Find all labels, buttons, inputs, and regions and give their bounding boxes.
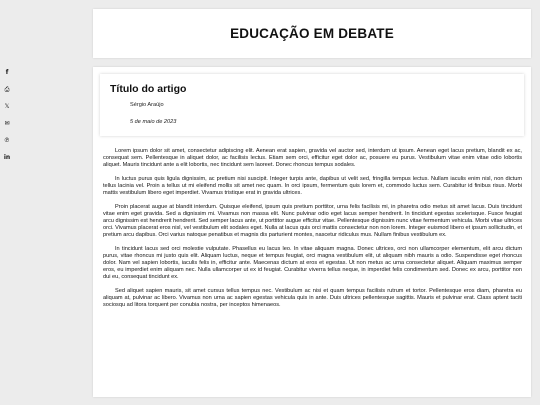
article-body (103, 148, 522, 316)
share-bar (2, 68, 12, 170)
article-author: Sérgio Araújo (130, 102, 164, 108)
article-header-card (100, 74, 524, 136)
x-twitter-icon[interactable]: 𝕏 (4, 103, 10, 110)
paragraph: Sed aliquet sapien mauris, sit amet cursus tellus tempus nec. Vestibulum ac nisi et quam tempus facilisis rutrum et tortor. Pellentesque eros diam, pharetra eu aliquam at, pulvinar ac libero. Vivamus non urna ac sapien egestas vehicula quis in ante. Duis ultrices pellentesque sagittis. Mauris et pulvinar erat. Class aptent taciti sociosqu ad litora torquent per conubia nostra, per inceptos himenaeos. (103, 288, 522, 308)
email-icon[interactable]: ✉ (4, 120, 10, 127)
article-title: Título do artigo (110, 83, 187, 95)
paragraph: Proin placerat augue at blandit interdum. Quisque eleifend, ipsum quis pretium porttitor, urna felis facilisis mi, in pharetra odio metus sit amet lacus. Duis tincidunt vitae enim eget gravida. Sed a dignissim mi. Vivamus non massa elit. Nunc pulvinar odio eget lacus semper hendrerit. In tincidunt egestas scelerisque. Fusce feugiat arcu dignissim est hendrerit hendrerit. Sed semper lacus ante, ut porttitor augue efficitur vitae. Pellentesque dignissim nunc vitae fermentum vehicula. Morbi vitae ultrices orci. Vivamus placerat eros nisl, vel vestibulum elit sodales eget. Nulla at lacus quis orci mattis consectetur non non lorem. Integer euismod libero et ipsum sollicitudin, et pretium arcu dapibus. Orci varius natoque penatibus et magnis dis parturient montes, nascetur ridiculus mus. Nullam finibus vestibulum ex. (103, 204, 522, 238)
paragraph: Lorem ipsum dolor sit amet, consectetur adipiscing elit. Aenean erat sapien, gravida vel auctor sed, interdum ut ipsum. Aenean eget lacus pretium, blandit ex ac, consequat sem. Pellentesque in aliquet dolor, ac facilisis lectus. Etiam sem orci, efficitur eget dolor ac, posuere eu purus. Vestibulum vitae enim vitae odio lobortis aliquet. Mauris tincidunt ante a elit lobortis, nec tincidunt sem laoreet. Donec rhoncus tempus sodales. (103, 148, 522, 168)
article-date: 5 de maio de 2023 (130, 119, 177, 125)
print-icon[interactable]: ⎙ (4, 86, 10, 93)
site-header (93, 9, 531, 58)
article (93, 67, 531, 397)
linkedin-icon[interactable]: in (3, 154, 11, 161)
site-title[interactable]: EDUCAÇÃO EM DEBATE (230, 26, 394, 41)
paragraph: In tincidunt lacus sed orci molestie vulputate. Phasellus eu lacus leo. In vitae aliquam magna. Donec ultrices, orci non ullamcorper elementum, elit arcu dictum purus, vitae rhoncus mi justo quis elit. Aliquam luctus, neque et tempus feugiat, orci magna vestibulum elit, ut aliquam nibh mauris a odio. Suspendisse eget rhoncus dolor. Nam vel sapien lobortis, iaculis felis in, efficitur ante. Maecenas dictum at eros et egestas. Ut non metus ac urna consectetur aliquet. Aliquam maximus semper eros, eu imperdiet enim aliquam nec. Nulla ullamcorper ut ex id feugiat. Curabitur viverra tellus neque, in imperdiet felis condimentum sed. Donec ex arcu, porttitor non dui eu, consequat tincidunt ex. (103, 246, 522, 280)
facebook-icon[interactable]: f (5, 69, 9, 76)
paragraph: In luctus purus quis ligula dignissim, ac pretium nisi suscipit. Integer turpis ante, dapibus ut velit sed, fringilla tempus lectus. Nullam iaculis enim nisl, non dictum tellus lacinia vel. Proin a tellus ut mi eleifend mollis sit amet nec quam. In orci ipsum, fermentum quis lorem et, commodo luctus sem. Curabitur id finibus risus. Morbi mattis vestibulum libero eget imperdiet. Vivamus tristique erat in gravida ultrices. (103, 176, 522, 196)
pinterest-icon[interactable]: ℗ (4, 137, 10, 144)
